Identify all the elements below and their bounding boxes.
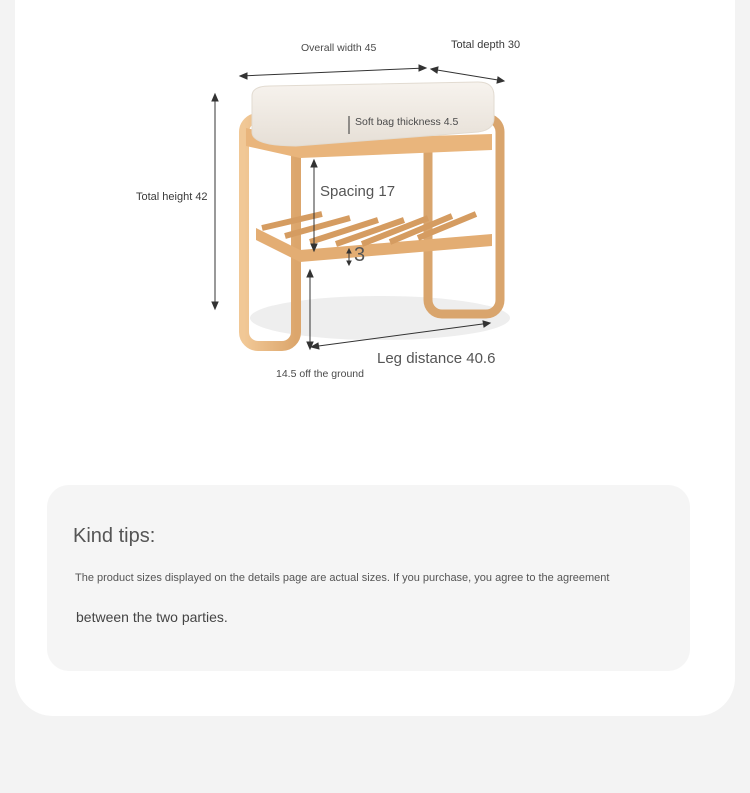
soft-bag-thickness-label: Soft bag thickness 4.5 [355, 116, 459, 128]
spacing-label: Spacing 17 [320, 183, 396, 200]
ground-clearance-label: 14.5 off the ground [276, 368, 364, 380]
tips-title: Kind tips: [73, 525, 156, 547]
total-depth-label: Total depth 30 [451, 39, 521, 51]
overall-width-label: Overall width 45 [301, 42, 377, 54]
total-height-label: Total height 42 [136, 191, 208, 203]
tips-text-line-1: The product sizes displayed on the details page are actual sizes. If you purchase, you agree to the agreement [75, 572, 610, 584]
leg-distance-label: Leg distance 40.6 [377, 350, 496, 367]
tips-text-line-2: between the two parties. [76, 609, 228, 625]
shelf-thickness-label: 3 [354, 244, 366, 266]
kind-tips-box [47, 485, 690, 671]
